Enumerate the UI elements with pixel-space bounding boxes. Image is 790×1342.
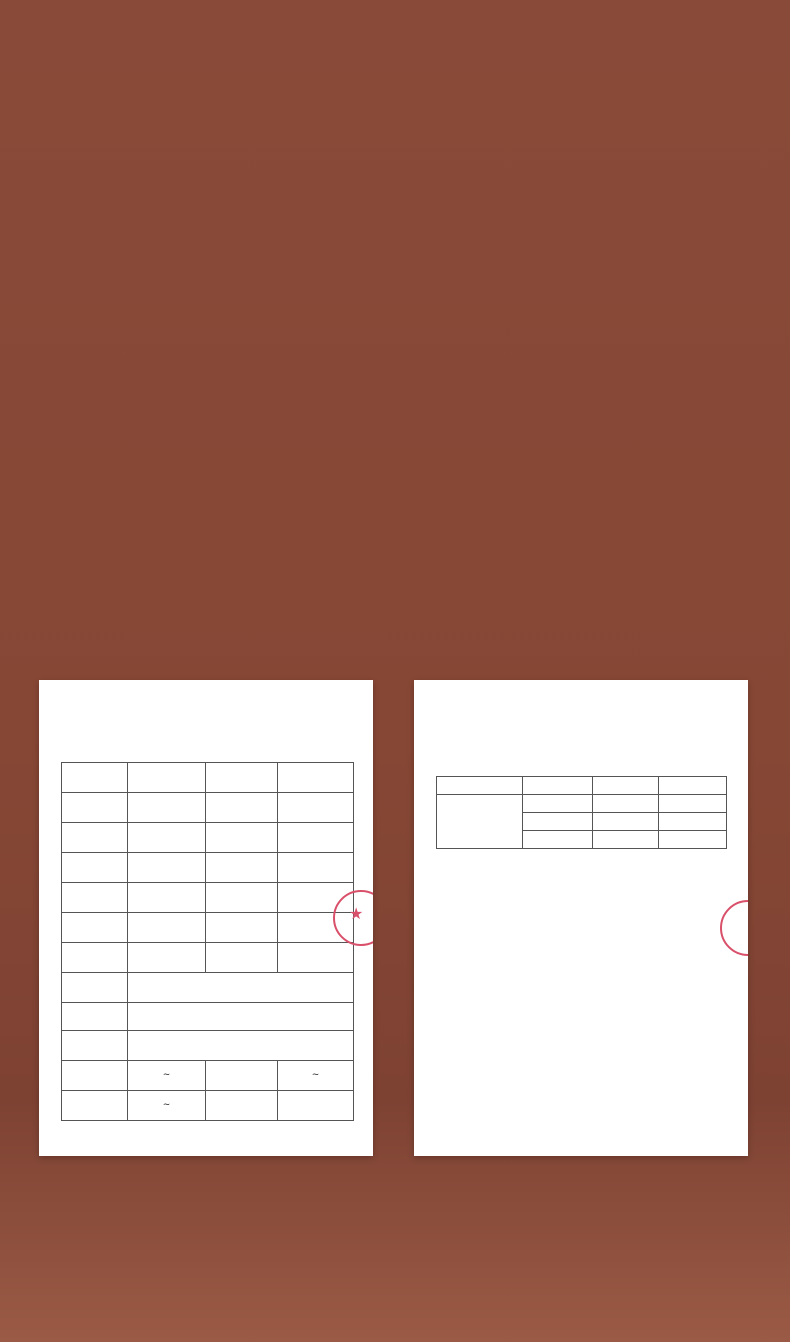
table-row	[62, 913, 354, 943]
table-cell	[523, 831, 593, 849]
table-row	[62, 883, 354, 913]
table-cell	[206, 883, 278, 913]
table-header	[593, 777, 659, 795]
signature-cell: ~	[128, 1091, 206, 1121]
table-cell	[593, 795, 659, 813]
official-stamp	[720, 900, 748, 956]
table-cell	[62, 823, 128, 853]
table-cell	[62, 1091, 128, 1121]
table-cell	[659, 813, 727, 831]
table-cell	[62, 973, 128, 1003]
table-cell	[206, 793, 278, 823]
table-cell	[128, 913, 206, 943]
table-row	[62, 853, 354, 883]
table-cell	[206, 823, 278, 853]
table-cell	[206, 1091, 278, 1121]
table-cell	[128, 1003, 354, 1031]
table-cell	[128, 853, 206, 883]
table-cell	[278, 853, 354, 883]
table-cell	[128, 883, 206, 913]
star-icon: ★	[349, 904, 364, 923]
test-report-page-1	[39, 680, 373, 1156]
signature-cell: ~	[128, 1061, 206, 1091]
table-cell	[128, 763, 206, 793]
table-cell	[62, 913, 128, 943]
table-cell	[128, 823, 206, 853]
table-header	[523, 777, 593, 795]
table-cell	[62, 943, 128, 973]
table-cell	[593, 813, 659, 831]
table-cell	[128, 973, 354, 1003]
table-cell	[593, 831, 659, 849]
table-cell	[206, 853, 278, 883]
table-row	[62, 943, 354, 973]
table-cell	[278, 763, 354, 793]
table-cell	[523, 813, 593, 831]
table-cell	[523, 795, 593, 813]
table-cell	[62, 763, 128, 793]
table-cell	[206, 913, 278, 943]
table-cell	[62, 853, 128, 883]
table-header	[659, 777, 727, 795]
results-table	[436, 776, 727, 849]
table-cell	[278, 823, 354, 853]
table-cell	[437, 795, 523, 849]
report-info-table	[61, 762, 354, 1121]
table-cell	[62, 883, 128, 913]
table-row	[62, 793, 354, 823]
table-header	[437, 777, 523, 795]
table-cell	[128, 1031, 354, 1061]
table-cell	[128, 943, 206, 973]
table-cell	[62, 1003, 128, 1031]
table-row	[62, 823, 354, 853]
table-cell	[206, 763, 278, 793]
test-report-page-2	[414, 680, 748, 1156]
table-cell	[128, 793, 206, 823]
table-cell	[62, 793, 128, 823]
table-cell	[206, 943, 278, 973]
table-cell	[278, 943, 354, 973]
table-cell	[278, 793, 354, 823]
table-cell	[206, 1061, 278, 1091]
signature-cell: ~	[278, 1061, 354, 1091]
table-cell	[659, 795, 727, 813]
table-cell	[278, 1091, 354, 1121]
table-row	[62, 763, 354, 793]
table-cell	[659, 831, 727, 849]
table-cell	[62, 1031, 128, 1061]
table-cell	[62, 1061, 128, 1091]
